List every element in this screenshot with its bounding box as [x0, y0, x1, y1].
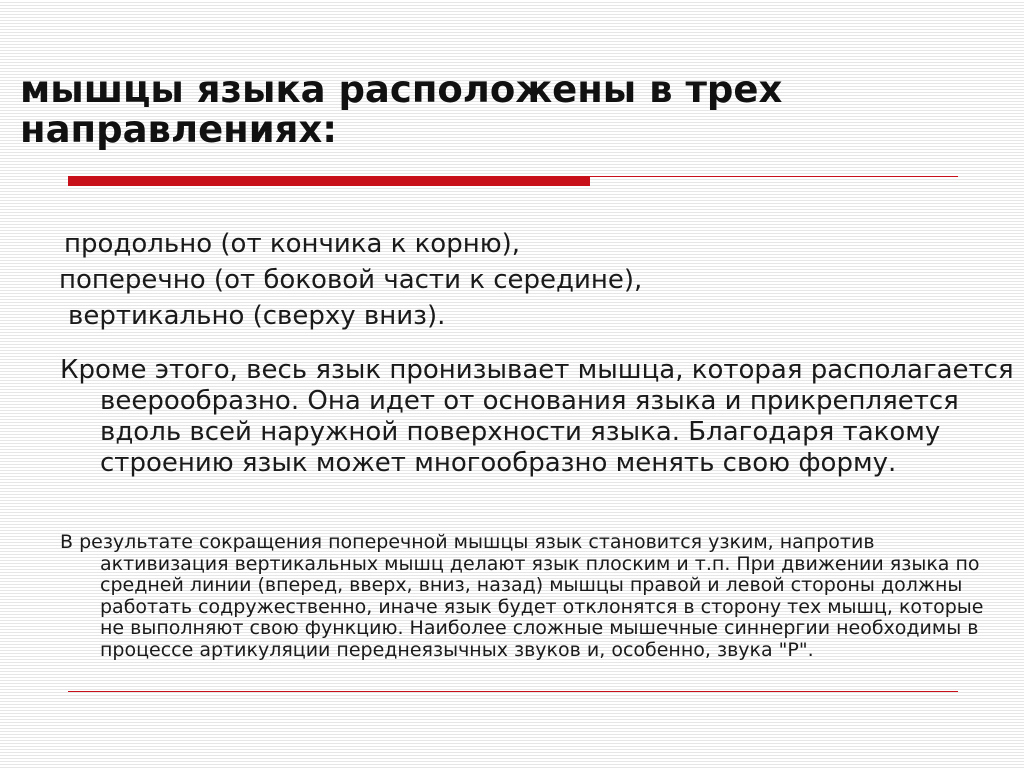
- direction-item-longitudinal: продольно (от кончика к корню),: [64, 229, 521, 259]
- paragraph-fan-muscle: Кроме этого, весь язык пронизывает мышца, которая располагается веерообразно. Она идет от основания языка и прикрепляется вдоль всей наружной поверхности языка. Благодаря такому строению язык может многообразно менять свою форму.: [60, 355, 1014, 478]
- paragraph-muscle-coordination: В результате сокращения поперечной мышцы язык становится узким, напротив активизация вертикальных мышц делают язык плоским и т.п. При движении языка по средней линии (вперед, вверх, вниз, назад) мышцы правой и левой стороны должны работать содружественно, иначе язык будет отклонятся в сторону тех мышц, которые не выполняют свою функцию. Наиболее сложные мышечные синнергии необходимы в процессе артикуляции переднеязычных звуков и, особенно, звука "Р".: [60, 531, 984, 661]
- title-underline-thick: [68, 176, 590, 186]
- direction-item-vertical: вертикально (сверху вниз).: [68, 301, 446, 331]
- direction-item-transverse: поперечно (от боковой части к середине),: [59, 265, 643, 295]
- directions-list: [0, 226, 1024, 334]
- bottom-divider-line: [68, 691, 958, 692]
- slide-title: мышцы языка расположены в трех направлениях:: [20, 68, 783, 151]
